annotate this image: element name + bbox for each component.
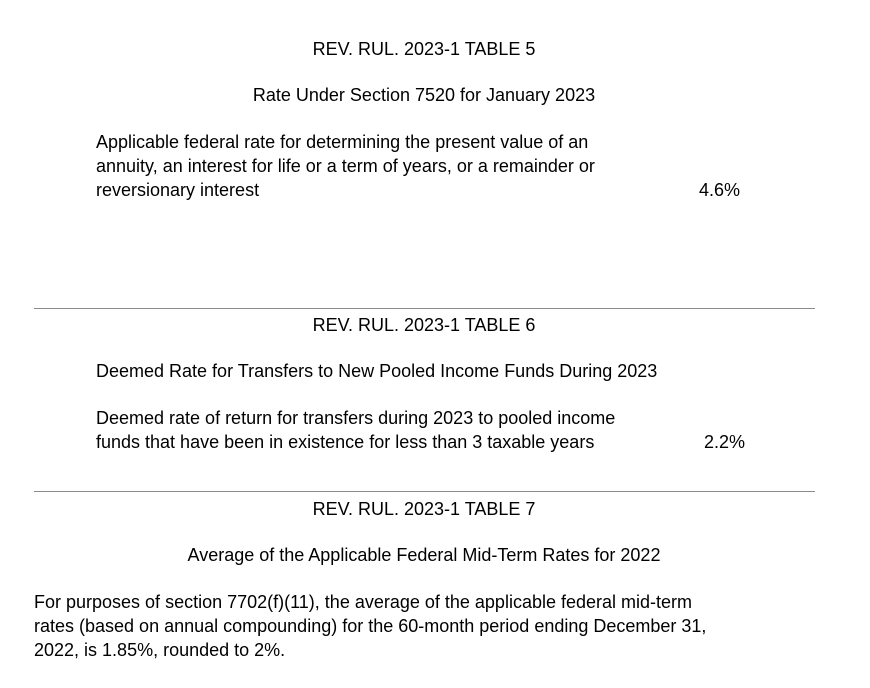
table5-description-line: annuity, an interest for life or a term of years, or a remainder or <box>96 156 595 176</box>
table7-paragraph-line: 2022, is 1.85%, rounded to 2%. <box>34 640 286 660</box>
table7-subheading: Average of the Applicable Federal Mid-Term Rates for 2022 <box>187 545 661 565</box>
divider <box>34 308 815 309</box>
table5-description <box>96 130 595 202</box>
table7-heading: REV. RUL. 2023-1 TABLE 7 <box>312 499 536 519</box>
table5-description-line: reversionary interest <box>96 180 260 200</box>
table7-paragraph-line: rates (based on annual compounding) for the 60-month period ending December 31, <box>34 616 707 636</box>
table6-description <box>96 406 615 454</box>
divider <box>34 491 815 492</box>
table5-heading: REV. RUL. 2023-1 TABLE 5 <box>312 39 536 59</box>
table6-rate-value: 2.2% <box>704 432 746 452</box>
table6-description-line: Deemed rate of return for transfers during 2023 to pooled income <box>96 408 616 428</box>
table6-description-line: funds that have been in existence for less than 3 taxable years <box>96 432 595 452</box>
table7-paragraph <box>34 590 706 662</box>
table7-paragraph-line: For purposes of section 7702(f)(11), the average of the applicable federal mid-term <box>34 592 693 612</box>
table6-subheading: Deemed Rate for Transfers to New Pooled Income Funds During 2023 <box>96 361 658 381</box>
table5-rate-value: 4.6% <box>699 180 741 200</box>
table6-heading: REV. RUL. 2023-1 TABLE 6 <box>312 315 536 335</box>
table5-description-line: Applicable federal rate for determining the present value of an <box>96 132 589 152</box>
table5-subheading: Rate Under Section 7520 for January 2023 <box>252 85 596 105</box>
